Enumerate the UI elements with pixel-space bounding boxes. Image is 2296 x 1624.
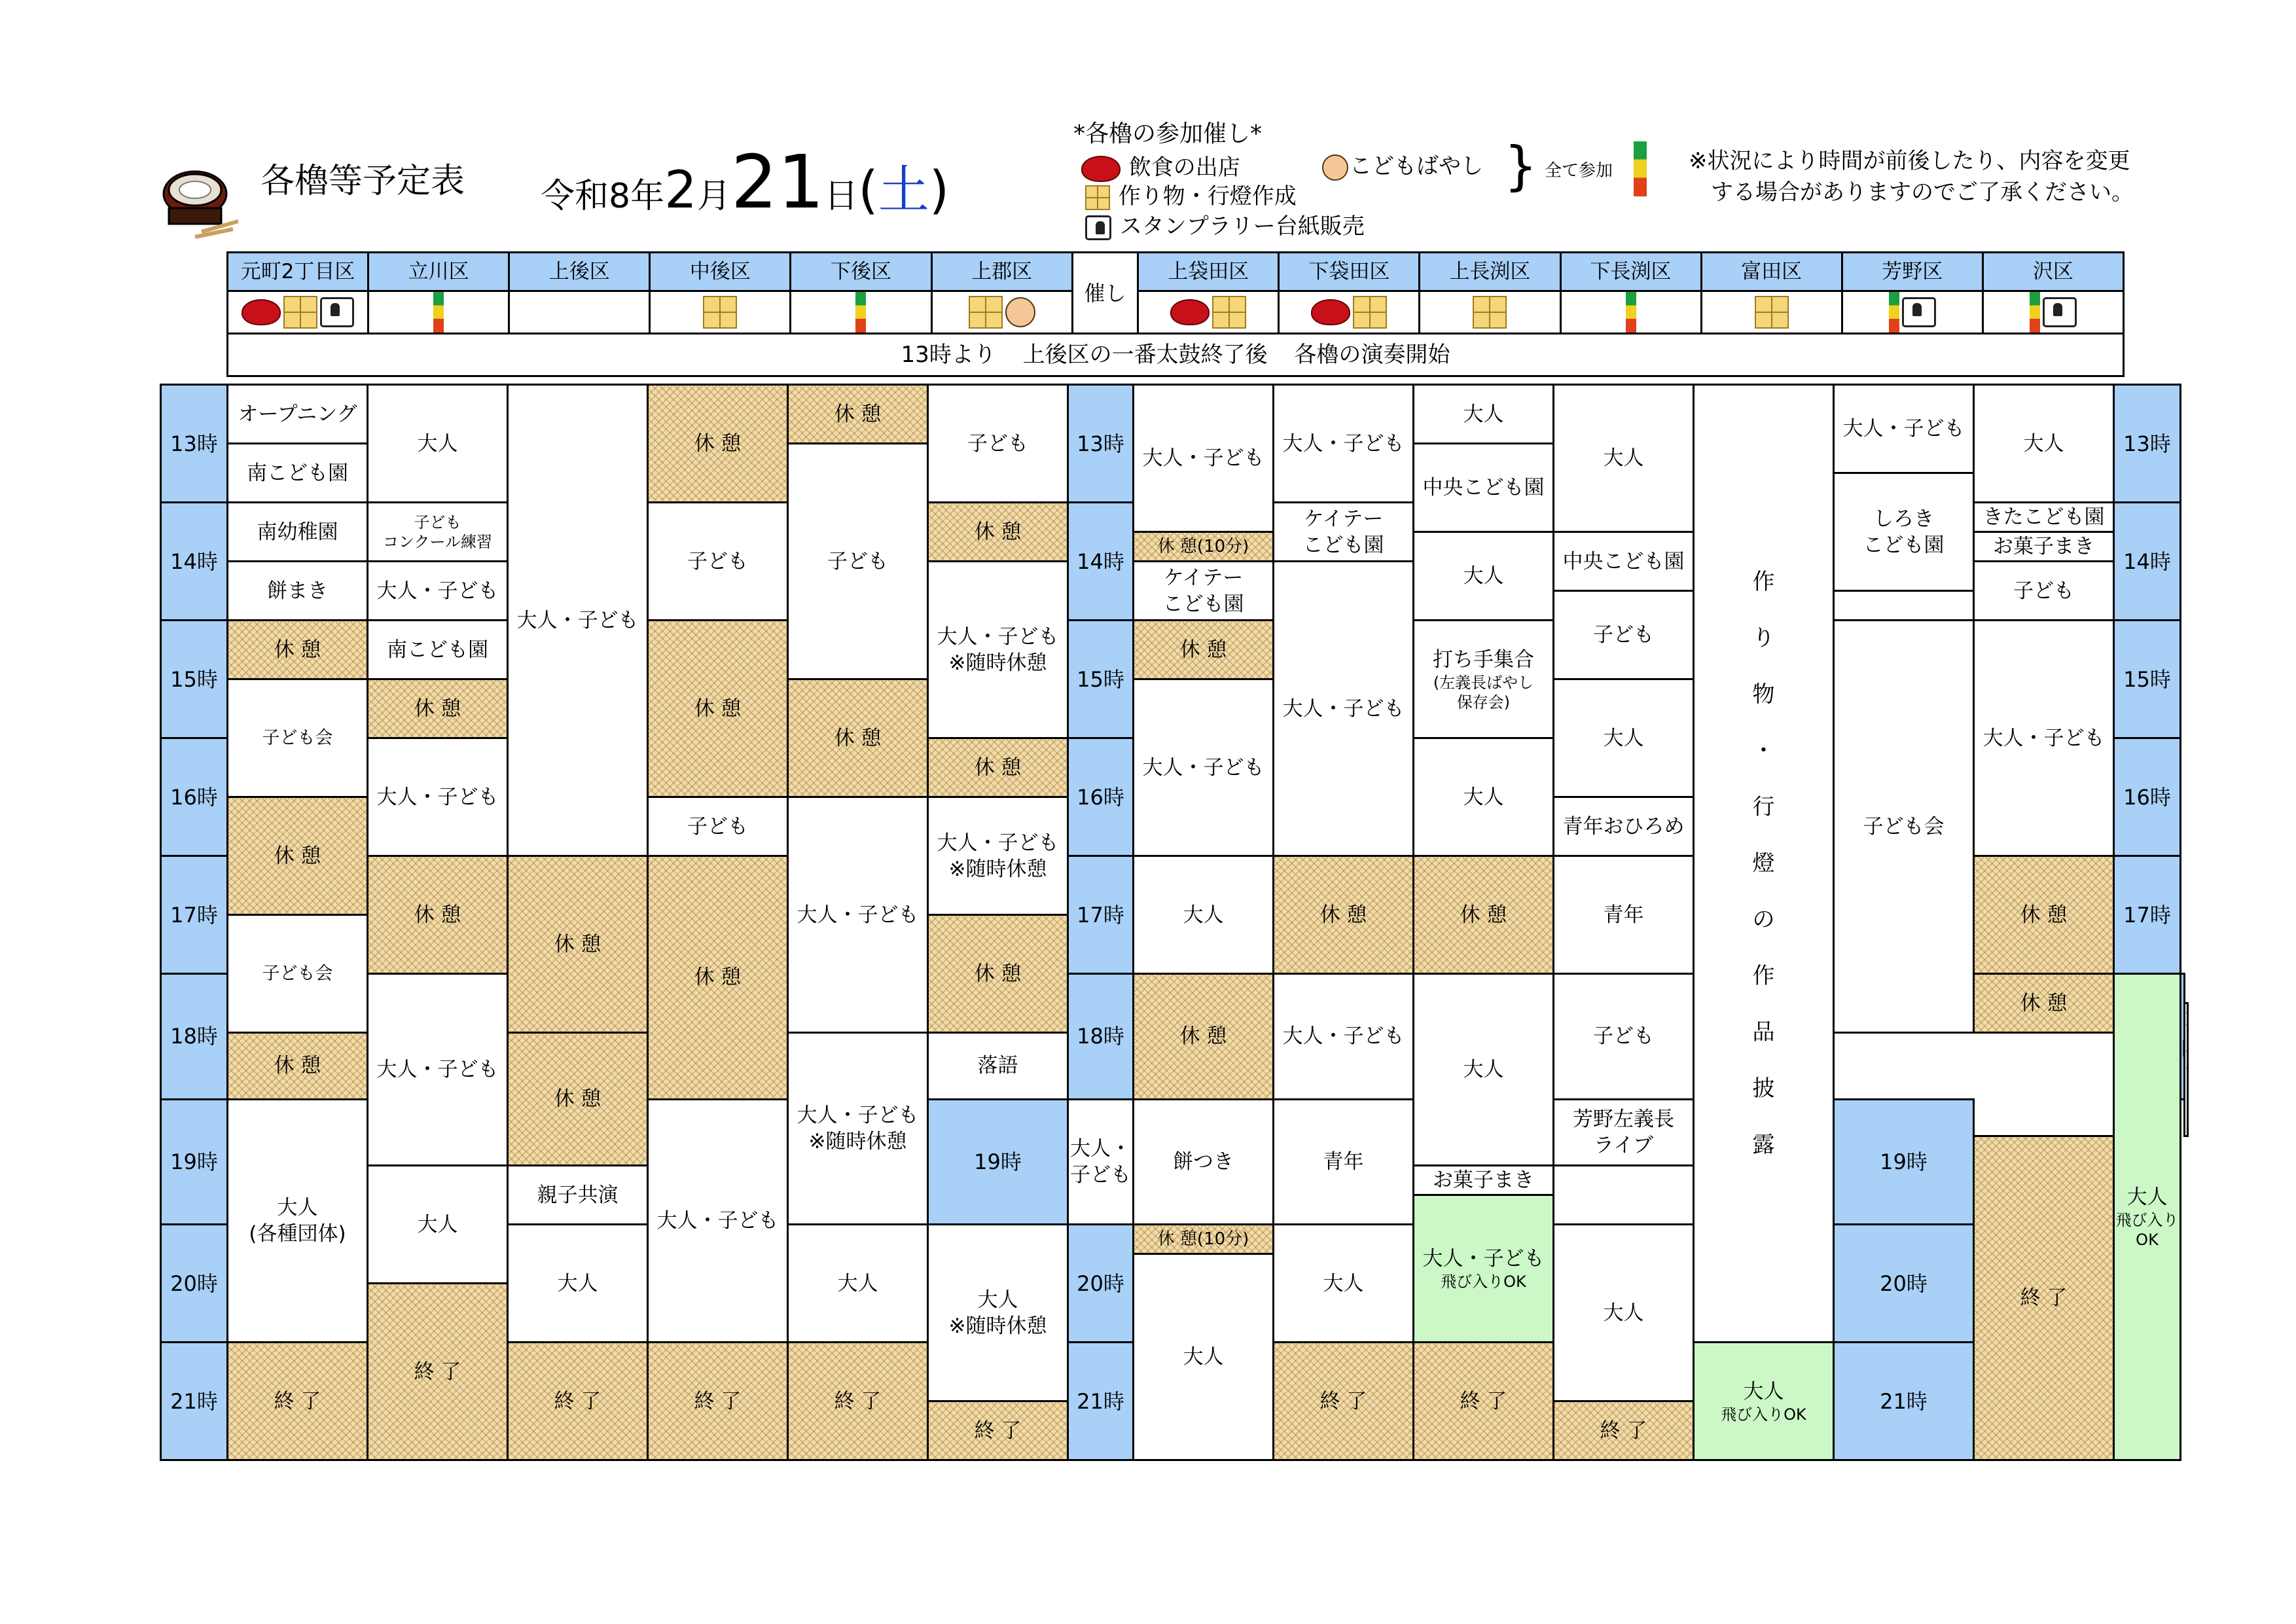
schedule-cell — [2184, 1003, 2188, 1136]
schedule-cell — [788, 1033, 928, 1225]
notice-line-2: する場合がありますのでご了承ください。 — [1711, 179, 2134, 206]
food-bowl-icon — [242, 299, 281, 325]
schedule-cell: 大人・子ども — [368, 974, 508, 1166]
schedule-cell-break: 休 憩 — [928, 738, 1068, 797]
cell-line: ケイテー — [1163, 566, 1244, 590]
schedule-cell-break: 休 憩 — [508, 856, 648, 1033]
cell-line: こども園 — [1162, 592, 1244, 616]
schedule-cell: 大人 — [788, 1225, 928, 1343]
lantern-icon — [1353, 296, 1387, 329]
schedule-cell: 大人 — [1414, 385, 1554, 444]
district-12: 芳野区 — [1842, 253, 1982, 291]
schedule-cell: 大人・子ども — [788, 797, 928, 1033]
hour-left: 16時 — [161, 738, 228, 856]
schedule-cell — [228, 1099, 368, 1343]
date-month-suffix: 月 — [696, 177, 731, 216]
schedule-cell-break: 休 憩 — [1974, 856, 2114, 974]
stamp-icon — [2043, 297, 2077, 327]
schedule-cell — [1834, 473, 1974, 591]
date-era: 令和8年 — [541, 177, 665, 216]
schedule-cell: 大人 — [1134, 856, 1274, 974]
legend-all: 全て参加 — [1545, 161, 1613, 181]
icons-13 — [1982, 291, 2123, 334]
schedule-cell: 大人・子ども — [648, 1099, 788, 1343]
schedule-cell — [1554, 1099, 1694, 1166]
hour-right: 20時 — [1834, 1225, 1974, 1343]
date-day-suffix: 日 — [824, 177, 859, 216]
schedule-cell-break: 休 憩 — [1274, 856, 1414, 974]
icons-11 — [1701, 291, 1842, 334]
schedule-cell: お菓子まき — [1974, 532, 2114, 562]
schedule-cell-break: 休 憩 — [1974, 974, 2114, 1033]
schedule-cell-break: 休 憩 — [228, 1033, 368, 1100]
cell-line: ※随時休憩 — [808, 1130, 907, 1153]
district-1: 元町2丁目区 — [228, 253, 368, 291]
icons-12 — [1842, 291, 1982, 334]
cell-line: (左義長ばやし — [1433, 673, 1534, 692]
lantern-icon — [703, 296, 737, 329]
schedule-cell: 子ども — [648, 797, 788, 856]
schedule-cell — [368, 503, 508, 562]
lantern-icon — [1473, 296, 1507, 329]
schedule-cell: 大人 — [1414, 974, 1554, 1166]
schedule-cell-open — [1694, 1343, 1834, 1460]
cell-line: しろき — [1873, 507, 1934, 531]
cell-line: 大人 — [277, 1195, 318, 1219]
schedule-cell-break: 休 憩 — [648, 621, 788, 797]
schedule-cell-break: 休 憩 — [368, 856, 508, 974]
start-banner: 13時より 上後区の一番太鼓終了後 各櫓の演奏開始 — [228, 334, 2124, 376]
cell-line: こども園 — [1863, 533, 1945, 557]
schedule-cell: 子ども — [1554, 591, 1694, 679]
schedule-cell: 南幼稚園 — [228, 503, 368, 562]
cell-line: ※随時休憩 — [948, 857, 1047, 881]
schedule-cell-break: 休 憩 — [788, 385, 928, 444]
flag-icon — [855, 292, 866, 333]
schedule-cell-open — [1414, 1195, 1554, 1343]
schedule-cell: 大人 — [1554, 1225, 1694, 1401]
hour-right: 21時 — [1834, 1343, 1974, 1460]
hour-mid: 20時 — [1068, 1225, 1134, 1343]
hour-right: 19時 — [1834, 1099, 1974, 1225]
schedule-cell: 大人・子ども — [1274, 385, 1414, 503]
schedule-cell: 青年 — [1554, 856, 1694, 974]
event-date — [541, 140, 949, 225]
schedule-cell-break: 終 了 — [1414, 1343, 1554, 1460]
cell-line: 大人 — [2126, 1185, 2168, 1209]
schedule-cell-open — [2114, 974, 2181, 1460]
schedule-cell: 南こども園 — [368, 621, 508, 679]
district-4: 中後区 — [650, 253, 791, 291]
cell-line: 大人・子ども — [1422, 1247, 1545, 1271]
schedule-cell: 中央こども園 — [1554, 532, 1694, 591]
legend-brace: } — [1504, 135, 1537, 196]
icons-10 — [1560, 291, 1701, 334]
hour-right: 15時 — [2114, 621, 2181, 738]
legend-lantern — [1084, 178, 1297, 210]
schedule-cell-break: 終 了 — [788, 1343, 928, 1460]
schedule-cell-break: 休 憩(10分) — [1134, 532, 1274, 562]
schedule-cell-break: 終 了 — [1974, 1136, 2114, 1460]
schedule-cell — [928, 1225, 1068, 1401]
cell-line: 飛び入りOK — [1721, 1405, 1806, 1424]
legend-title: *各櫓の参加催し* — [1073, 120, 1263, 147]
schedule-cell-break: 休 憩 — [228, 797, 368, 915]
flag-icon — [1634, 141, 1647, 196]
paren-open: ( — [858, 161, 878, 220]
schedule-cell: 青年おひろめ — [1554, 797, 1694, 856]
schedule-cell: 大人 — [508, 1225, 648, 1343]
cell-line: コンクール練習 — [382, 532, 493, 551]
cell-line: 飛び入りOK — [2115, 1211, 2179, 1249]
cell-line: 芳野左義長 — [1573, 1107, 1674, 1131]
schedule-cell: 大人・子ども — [368, 562, 508, 621]
schedule-cell: きたこども園 — [1974, 503, 2114, 532]
schedule-cell — [928, 562, 1068, 738]
schedule-cell: 大人・子ども — [368, 738, 508, 856]
schedule-cell: 子ども — [1554, 974, 1694, 1100]
schedule-cell-break: 休 憩 — [928, 915, 1068, 1033]
schedule-cell-break: 終 了 — [508, 1343, 648, 1460]
district-6: 上郡区 — [931, 253, 1072, 291]
cell-line: こども園 — [1302, 533, 1384, 557]
schedule-cell-break: 終 了 — [1274, 1343, 1414, 1460]
cell-line: 大人・子ども — [797, 1104, 919, 1127]
hour-right: 13時 — [2114, 385, 2181, 503]
district-9: 上長渕区 — [1420, 253, 1560, 291]
flag-icon — [1626, 292, 1636, 333]
district-3: 上後区 — [509, 253, 650, 291]
schedule-cell: 大人 — [368, 385, 508, 503]
schedule-cell-break: 休 憩 — [648, 385, 788, 503]
schedule-cell: 大人・子ども — [1274, 562, 1414, 856]
schedule-cell-break: 休 憩 — [928, 503, 1068, 562]
hour-right: 16時 — [2114, 738, 2181, 856]
icons-5 — [791, 291, 931, 334]
legend-kids-label: こどもばやし — [1350, 153, 1483, 179]
cell-line: ライブ — [1593, 1133, 1654, 1157]
district-header — [226, 251, 2125, 377]
schedule-cell: 大人 — [368, 1166, 508, 1284]
schedule-cell-break: 休 憩(10分) — [1134, 1225, 1274, 1254]
hour-mid: 21時 — [1068, 1343, 1134, 1460]
flag-icon — [433, 292, 444, 333]
hour-mid: 19時 — [928, 1099, 1068, 1225]
cell-line: 子ども — [414, 513, 461, 532]
cell-line: (各種団体) — [249, 1221, 346, 1246]
schedule-cell: 大人・子ども — [1834, 385, 1974, 473]
weekday: 土 — [878, 161, 929, 220]
schedule-cell-break: 休 憩 — [648, 856, 788, 1100]
schedule-cell: 大人・子ども — [1134, 385, 1274, 532]
lantern-icon — [1755, 296, 1789, 329]
schedule-cell: 青年 — [1274, 1099, 1414, 1225]
schedule-cell-break: 休 憩 — [788, 679, 928, 797]
notice-line-1: ※状況により時間が前後したり、内容を変更 — [1689, 148, 2130, 174]
schedule-cell-break: 休 憩 — [1134, 621, 1274, 679]
schedule-cell-break: 休 憩 — [508, 1033, 648, 1166]
icons-9 — [1420, 291, 1560, 334]
hour-mid: 18時 — [1068, 974, 1134, 1100]
legend-stamp-label: スタンプラリー台紙販売 — [1119, 213, 1365, 240]
schedule-cell-exhibit: 作 り 物 ・ 行 燈 の 作 品 披 露 — [1694, 385, 1834, 1343]
hour-right: 14時 — [2114, 503, 2181, 621]
cell-line: 大人・子ども — [937, 624, 1059, 649]
icons-2 — [368, 291, 509, 334]
schedule-cell: お菓子まき — [1414, 1166, 1554, 1195]
schedule-cell: 子ども会 — [228, 679, 368, 797]
stamp-icon — [1902, 297, 1936, 327]
icons-4 — [650, 291, 791, 334]
events-row-label: 催し — [1072, 253, 1138, 334]
schedule-cell: 落語 — [928, 1033, 1068, 1100]
schedule-cell: 餅つき — [1134, 1099, 1274, 1225]
cell-line: 大人 — [977, 1288, 1018, 1312]
district-5: 下後区 — [791, 253, 931, 291]
schedule-cell: 親子共演 — [508, 1166, 648, 1225]
schedule-cell: 大人 — [1974, 385, 2114, 503]
schedule-cell: 大人 — [1414, 532, 1554, 621]
schedule-cell: 大人・子ども — [1068, 1099, 1134, 1225]
district-10: 下長渕区 — [1560, 253, 1701, 291]
taiko-drum-icon — [149, 161, 241, 240]
icons-3 — [509, 291, 650, 334]
schedule-cell-break: 休 憩 — [368, 679, 508, 738]
legend-lantern-label: 作り物・行燈作成 — [1118, 183, 1297, 209]
schedule-cell-break: 終 了 — [928, 1401, 1068, 1460]
hour-mid: 15時 — [1068, 621, 1134, 738]
schedule-cell: 中央こども園 — [1414, 444, 1554, 532]
icons-8 — [1279, 291, 1420, 334]
schedule-cell — [1134, 562, 1274, 621]
district-8: 下袋田区 — [1279, 253, 1420, 291]
hour-mid: 13時 — [1068, 385, 1134, 503]
lantern-icon — [1212, 296, 1246, 329]
icons-6 — [931, 291, 1072, 334]
schedule-cell: 大人 — [1554, 385, 1694, 532]
schedule-cell: 大人 — [1134, 1254, 1274, 1460]
hour-right: 17時 — [2114, 856, 2181, 974]
schedule-cell: 南こども園 — [228, 444, 368, 503]
legend-kids — [1321, 148, 1483, 181]
hour-left: 19時 — [161, 1099, 228, 1225]
legend-stamp — [1084, 208, 1365, 240]
cell-line: 大人・子ども — [937, 831, 1059, 855]
schedule-cell — [1414, 621, 1554, 738]
date-month: 2 — [664, 161, 697, 220]
district-7: 上袋田区 — [1138, 253, 1279, 291]
kid-face-icon — [1005, 297, 1035, 327]
schedule-cell: 子ども — [788, 444, 928, 679]
stamp-icon — [1085, 215, 1111, 240]
district-13: 沢区 — [1982, 253, 2123, 291]
schedule-cell: オープニング — [228, 385, 368, 444]
schedule-cell: 大人 — [1554, 679, 1694, 797]
hour-left: 13時 — [161, 385, 228, 503]
cell-line: 飛び入りOK — [1441, 1272, 1526, 1291]
stamp-icon — [320, 297, 354, 327]
schedule-cell: 子ども会 — [228, 915, 368, 1033]
food-bowl-icon — [1170, 299, 1210, 325]
schedule-grid — [160, 384, 2189, 1461]
schedule-cell: 大人・子ども — [1134, 679, 1274, 856]
district-2: 立川区 — [368, 253, 509, 291]
hour-left: 14時 — [161, 503, 228, 621]
hour-mid: 14時 — [1068, 503, 1134, 621]
hour-left: 21時 — [161, 1343, 228, 1460]
flag-icon — [1889, 292, 1899, 333]
cell-line: 保存会) — [1456, 693, 1511, 712]
lantern-icon — [283, 296, 317, 329]
lantern-icon — [969, 296, 1003, 329]
schedule-cell: 大人 — [1414, 738, 1554, 856]
hour-left: 18時 — [161, 974, 228, 1100]
hour-left: 15時 — [161, 621, 228, 738]
schedule-cell — [1274, 503, 1414, 562]
hour-left: 20時 — [161, 1225, 228, 1343]
icons-1 — [228, 291, 368, 334]
lantern-icon — [1085, 185, 1110, 210]
district-11: 富田区 — [1701, 253, 1842, 291]
cell-line: ※随時休憩 — [948, 1314, 1047, 1338]
cell-line: 打ち手集合 — [1433, 647, 1534, 672]
hour-mid: 17時 — [1068, 856, 1134, 974]
schedule-cell-break: 終 了 — [228, 1343, 368, 1460]
hour-mid: 16時 — [1068, 738, 1134, 856]
legend-food — [1080, 149, 1240, 182]
cell-line: ケイテー — [1303, 507, 1384, 531]
cell-line: 大人 — [1743, 1379, 1784, 1403]
notice — [1689, 145, 2134, 208]
schedule-cell: 餅まき — [228, 562, 368, 621]
legend-all-flag — [1632, 141, 1648, 196]
schedule-cell-break: 終 了 — [368, 1284, 508, 1460]
schedule-cell: 大人・子ども — [508, 385, 648, 856]
flag-icon — [2030, 292, 2040, 333]
legend-food-label: 飲食の出店 — [1128, 154, 1240, 181]
schedule-cell-break: 休 憩 — [1414, 856, 1554, 974]
schedule-cell: 大人・子ども — [1274, 974, 1414, 1100]
food-bowl-icon — [1311, 299, 1350, 325]
page-title: 各櫓等予定表 — [260, 162, 465, 201]
schedule-cell: 子ども — [1974, 562, 2114, 621]
date-day: 21 — [730, 140, 825, 225]
schedule-cell-break: 終 了 — [1554, 1401, 1694, 1460]
paren-close: ) — [929, 161, 950, 220]
schedule-cell: 子ども会 — [1834, 621, 1974, 1033]
schedule-cell: 大人 — [1274, 1225, 1414, 1343]
kid-face-icon — [1322, 154, 1348, 181]
schedule-cell: 子ども — [928, 385, 1068, 503]
icons-7 — [1138, 291, 1279, 334]
hour-left: 17時 — [161, 856, 228, 974]
schedule-cell-break: 休 憩 — [228, 621, 368, 679]
schedule-cell: 子ども — [648, 503, 788, 621]
cell-line: ※随時休憩 — [948, 651, 1047, 675]
schedule-cell-break: 終 了 — [648, 1343, 788, 1460]
schedule-cell-break: 休 憩 — [1134, 974, 1274, 1100]
schedule-cell: 大人・子ども — [1974, 621, 2114, 856]
schedule-cell — [928, 797, 1068, 915]
